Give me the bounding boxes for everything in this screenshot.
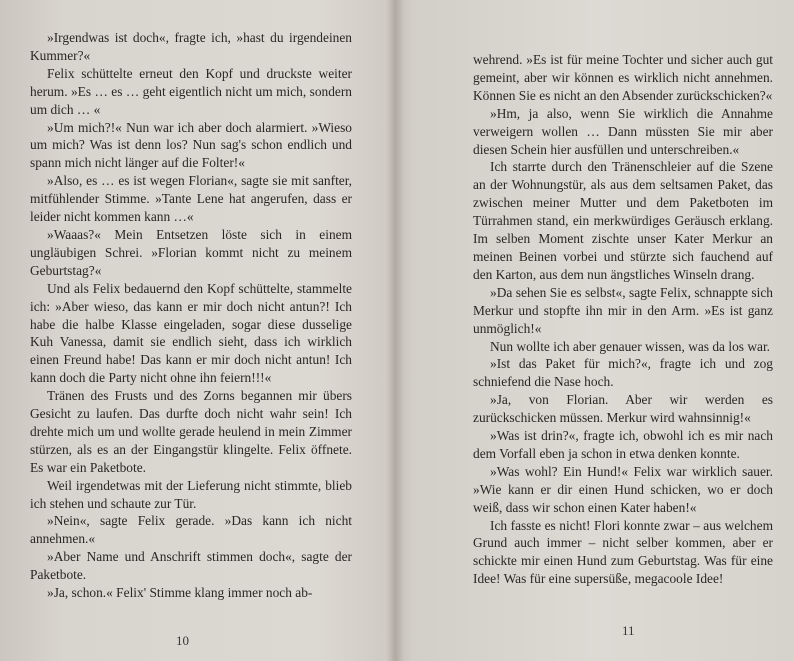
paragraph: »Hm, ja also, wenn Sie wirklich die Annahme verweigern wollen … Dann müssten Sie mir aber diesen Schein hier ausfüllen und unterschreiben.« [473, 105, 773, 157]
paragraph: Nun wollte ich aber genauer wissen, was da los war. [490, 338, 771, 354]
paragraph: »Was ist drin?«, fragte ich, obwohl ich es mir nach dem Vorfall eben ja schon in etwa denken konnte. [473, 428, 773, 461]
paragraph: Ich starrte durch den Tränenschleier auf die Szene an der Wohnungstür, als aus dem seltsamen Paket, das zwischen meiner Mutter und dem Paketboten im Türrahmen stand, ein merkwürdiges Geräusch erklang. Im selben Moment zischte unser Kater Merkur an meinen Beinen vorbei und stürzte sich fauchend auf den Karton, aus dem nun ängstliches Winseln drang. [473, 159, 773, 282]
paragraph: »Da sehen Sie es selbst«, sagte Felix, schnappte sich Merkur und stopfte ihn mir in den Arm. »Es ist ganz unmöglich!« [473, 284, 773, 336]
paragraph: »Ist das Paket für mich?«, fragte ich und zog schniefend die Nase hoch. [473, 356, 773, 390]
paragraph: »Waaas?« Mein Entsetzen löste sich in einem ungläubigen Schrei. »Florian kommt nicht zu meinem Geburtstag?« [30, 226, 352, 278]
left-page-text [30, 29, 352, 602]
paragraph: »Ja, von Florian. Aber wir werden es zurückschicken müssen. Merkur wird wahnsinnig!« [473, 392, 773, 426]
page-number: 11 [622, 623, 635, 638]
paragraph: Felix schüttelte erneut den Kopf und druckste weiter herum. »Es … es … geht eigentlich nicht um mich, sondern um dich … « [30, 65, 352, 117]
right-page-text [473, 51, 773, 588]
paragraph: Ich fasste es nicht! Flori konnte zwar – aus welchem Grund auch immer – nicht selber kommen, aber er schickte mir einen Hund zum Geburtstag. Was für eine Idee! Was für eine supersüße, megacoole Idee! [473, 517, 773, 587]
paragraph: »Nein«, sagte Felix gerade. »Das kann ich nicht annehmen.« [30, 513, 352, 547]
paragraph-continuation: wehrend. »Es ist für meine Tochter und sicher auch gut gemeint, aber wir können es wirklich nicht annehmen. Können Sie es nicht an den Absender zurückschicken?« [473, 52, 773, 103]
paragraph: »Um mich?!« Nun war ich aber doch alarmiert. »Wieso um mich? Was ist denn los? Nun sag's schon endlich und spann mich nicht länger auf die Folter!« [30, 119, 352, 171]
right-page [400, 0, 794, 661]
paragraph: »Irgendwas ist doch«, fragte ich, »hast du irgendeinen Kummer?« [30, 30, 352, 63]
paragraph: Tränen des Frusts und des Zorns begannen mir übers Gesicht zu laufen. Das durfte doch nicht wahr sein! Ich drehte mich um und wollte gerade heulend in mein Zimmer stürzen, als es an der Eingangstür klingelte. Felix öffnete. Es war ein Paketbote. [30, 388, 352, 475]
paragraph: Und als Felix bedauernd den Kopf schüttelte, stammelte ich: »Aber wieso, das kann er mir doch nicht antun?! Ich habe die halbe Klasse eingeladen, sogar diese dusselige Kuh Vanessa, damit sie endlich sieht, dass ich wirklich einen Freund habe! Das kann er mir doch nicht antun! Ich kann doch die Party nicht ohne ihn feiern!!!« [30, 280, 352, 386]
left-page [0, 0, 392, 661]
paragraph: »Also, es … es ist wegen Florian«, sagte sie mit sanfter, mitfühlender Stimme. »Tante Lene hat angerufen, dass er leider nicht kommen kann …« [30, 173, 352, 225]
paragraph: »Aber Name und Anschrift stimmen doch«, sagte der Paketbote. [30, 549, 352, 583]
page-number: 10 [176, 633, 189, 648]
paragraph: »Was wohl? Ein Hund!« Felix war wirklich sauer. »Wie kann er dir einen Hund schicken, wo er doch weiß, dass wir schon einen Kater haben!« [473, 463, 773, 515]
paragraph: Weil irgendetwas mit der Lieferung nicht stimmte, blieb ich stehen und schaute zur Tür. [30, 477, 352, 511]
paragraph: »Ja, schon.« Felix' Stimme klang immer noch ab- [47, 585, 313, 601]
